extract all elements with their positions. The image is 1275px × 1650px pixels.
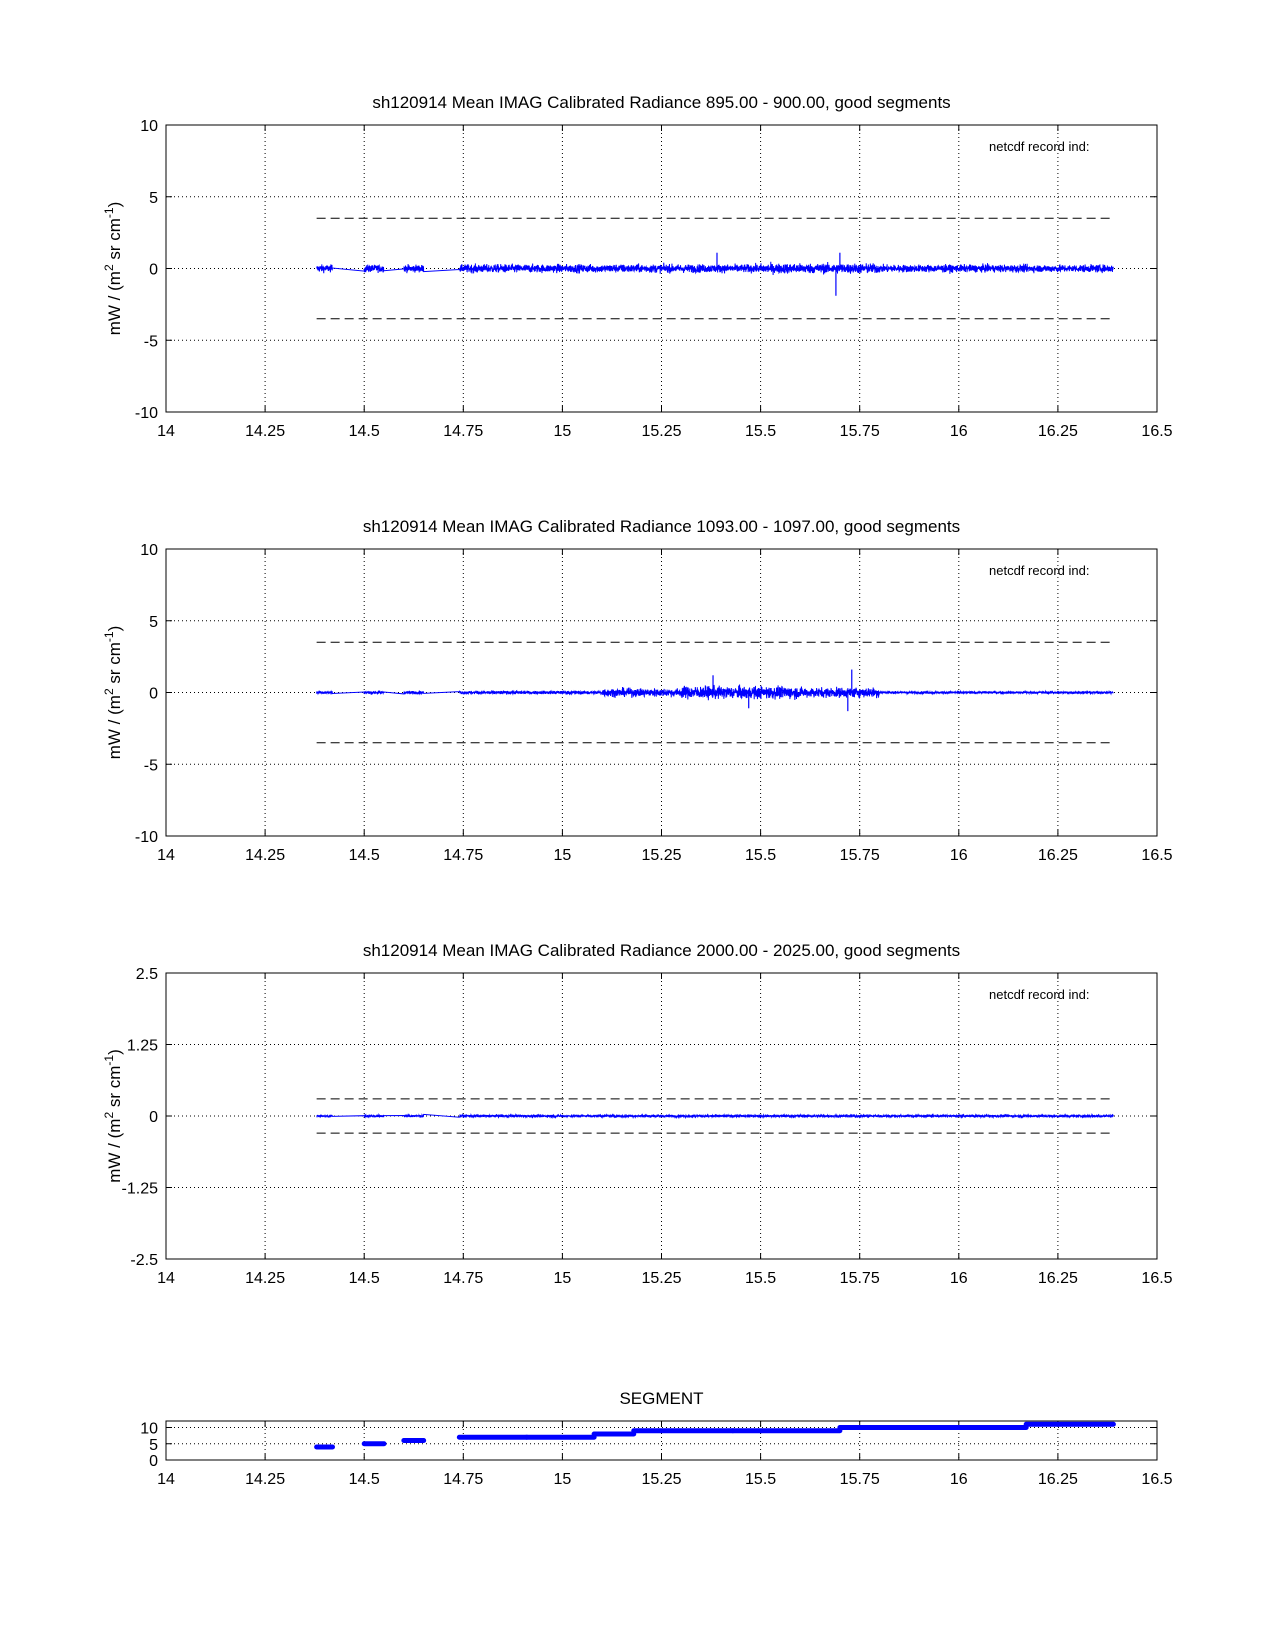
y-tick-label: -10 (134, 405, 158, 422)
x-tick-label: 16.25 (1037, 1270, 1078, 1287)
y-tick-label: 1.25 (126, 1037, 158, 1055)
y-tick-label: 10 (140, 1420, 158, 1438)
x-tick-label: 16 (949, 847, 968, 864)
x-tick-label: 15 (553, 1270, 572, 1287)
y-axis-label-part: mW / (m (105, 1118, 124, 1183)
y-tick-label: -5 (143, 757, 158, 775)
x-tick-label: 15.25 (641, 1471, 682, 1488)
x-tick-label: 14.75 (443, 1270, 484, 1287)
x-tick-label: 14 (157, 1270, 175, 1287)
y-tick-label: 10 (140, 118, 158, 135)
x-tick-label: 15.5 (745, 1270, 777, 1287)
x-tick-label: 14.75 (443, 847, 484, 864)
y-tick-label: -10 (134, 829, 158, 846)
chart-panel-3 (102, 941, 1173, 1287)
y-axis-label-part: sr cm (105, 1065, 124, 1112)
y-tick-label: -1.25 (121, 1180, 158, 1198)
chart-panel-2 (102, 517, 1173, 864)
y-axis-label-part: mW / (m (105, 695, 124, 760)
x-tick-label: 15.5 (745, 847, 777, 864)
x-tick-label: 15.75 (839, 1471, 880, 1488)
y-axis-label-part: 2 (102, 264, 116, 272)
x-tick-label: 14.5 (348, 847, 380, 864)
chart-panel-1 (102, 93, 1173, 440)
x-tick-label: 16.25 (1037, 423, 1078, 440)
y-axis-label-part: sr cm (105, 218, 124, 265)
x-tick-label: 15.5 (745, 1471, 777, 1488)
x-tick-label: 16.5 (1141, 847, 1173, 864)
x-tick-label: 14.75 (443, 423, 484, 440)
x-tick-label: 14.5 (348, 1270, 380, 1287)
y-axis-label-part: ) (105, 201, 124, 208)
x-tick-label: 15 (553, 423, 572, 440)
x-tick-label: 14.5 (348, 423, 380, 440)
radiance-series-line (317, 262, 1114, 275)
y-axis-label-part: -1 (102, 1054, 116, 1066)
chart-title: sh120914 Mean IMAG Calibrated Radiance 1093.00 - 1097.00, good segments (362, 517, 961, 536)
radiance-series-line (317, 1114, 1114, 1118)
record-index-annotation: netcdf record ind: (989, 139, 1090, 154)
x-tick-label: 15.25 (641, 1270, 682, 1287)
x-tick-label: 15.75 (839, 847, 880, 864)
y-axis-label-part: ) (105, 625, 124, 632)
chart-title: sh120914 Mean IMAG Calibrated Radiance 895.00 - 900.00, good segments (372, 93, 951, 112)
x-tick-label: 15 (553, 1471, 572, 1488)
y-axis-label-part: 2 (102, 688, 116, 696)
record-index-annotation: netcdf record ind: (989, 987, 1090, 1002)
y-tick-label: -5 (143, 333, 158, 351)
y-tick-label: 0 (149, 1453, 158, 1470)
x-tick-label: 16.5 (1141, 1270, 1173, 1287)
x-tick-label: 14.75 (443, 1471, 484, 1488)
x-tick-label: 14.25 (245, 423, 286, 440)
x-tick-label: 14.5 (348, 1471, 380, 1488)
y-axis-label (102, 626, 124, 760)
y-tick-label: 5 (149, 613, 158, 631)
x-tick-label: 14 (157, 847, 175, 864)
y-axis-label-part: mW / (m (105, 271, 124, 336)
x-tick-label: 16.25 (1037, 1471, 1078, 1488)
record-index-annotation: netcdf record ind: (989, 563, 1090, 578)
x-tick-label: 16.5 (1141, 423, 1173, 440)
x-tick-label: 15.75 (839, 423, 880, 440)
x-tick-label: 15.25 (641, 847, 682, 864)
x-tick-label: 15.75 (839, 1270, 880, 1287)
y-axis-label (102, 202, 124, 336)
y-tick-label: 0 (149, 261, 158, 279)
y-axis-label-part: -1 (102, 631, 116, 643)
x-tick-label: 16 (949, 1270, 968, 1287)
x-tick-label: 14.25 (245, 1270, 286, 1287)
y-tick-label: 2.5 (135, 966, 158, 983)
y-tick-label: 0 (149, 1109, 158, 1126)
x-tick-label: 14 (157, 423, 175, 440)
x-tick-label: 16 (949, 423, 968, 440)
x-tick-label: 15 (553, 847, 572, 864)
x-tick-label: 16.5 (1141, 1471, 1173, 1488)
y-axis-label-part: 2 (102, 1111, 116, 1119)
chart-panel-4 (140, 1389, 1172, 1488)
chart-title: SEGMENT (619, 1389, 704, 1408)
x-tick-label: 15.5 (745, 423, 777, 440)
y-tick-label: 5 (149, 1436, 158, 1454)
y-axis-label-part: sr cm (105, 642, 124, 689)
chart-title: sh120914 Mean IMAG Calibrated Radiance 2000.00 - 2025.00, good segments (362, 941, 961, 960)
x-tick-label: 14.25 (245, 847, 286, 864)
y-axis-label-part: -1 (102, 207, 116, 219)
y-tick-label: 0 (149, 685, 158, 703)
radiance-series-line (317, 684, 1114, 700)
x-tick-label: 15.25 (641, 423, 682, 440)
y-tick-label: 5 (149, 189, 158, 207)
x-tick-label: 16.25 (1037, 847, 1078, 864)
y-tick-label: 10 (140, 542, 158, 559)
x-tick-label: 14.25 (245, 1471, 286, 1488)
y-tick-label: -2.5 (130, 1252, 158, 1269)
x-tick-label: 16 (949, 1471, 968, 1488)
y-axis-label (102, 1049, 124, 1183)
x-tick-label: 14 (157, 1471, 175, 1488)
y-axis-label-part: ) (105, 1049, 124, 1055)
